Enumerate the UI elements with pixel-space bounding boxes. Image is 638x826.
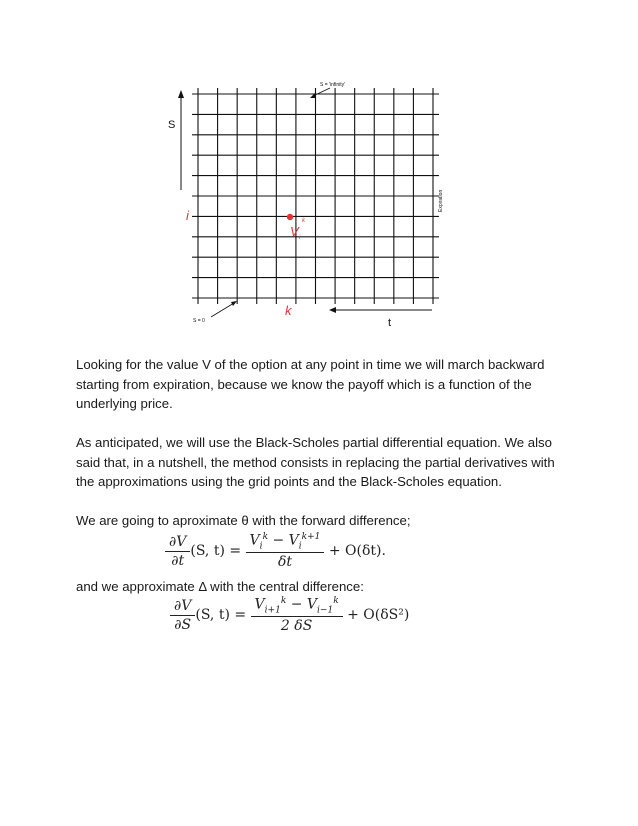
s-zero-label: S = 0 [193,318,205,324]
eq2-equals: = [234,607,247,624]
eq1-rhs-fraction [246,532,325,570]
k-index-label: k [285,303,292,318]
s-zero-pointer [211,303,234,317]
paragraph-central-difference: and we approximate Δ with the central difference: [76,579,364,594]
eq2-tail: + O(δS²) [347,607,410,624]
t-axis-arrowhead [329,307,336,313]
eq2-rhs-numerator: $V_{i+1}^k - V_{i-1}^k$ [251,596,343,617]
s-axis-label: S [168,119,176,131]
paragraph-forward-difference: We are going to aproximate θ with the forward difference; [76,513,411,528]
eq2-lhs-fraction [170,598,195,633]
s-infinity-label: S = 'infinity' [320,82,346,88]
eq2-lhs-denominator: ∂S [174,616,192,633]
t-axis-label: t [388,317,392,329]
eq1-equals: = [229,543,242,560]
eq2-lhs-numerator: ∂V [170,598,195,616]
highlighted-grid-point [287,214,293,220]
point-label-sup: k [302,218,305,224]
s-axis-arrowhead [178,90,184,98]
eq1-args: (S, t) [190,543,225,560]
equation-central-difference [170,596,409,634]
grid-lines [192,88,439,304]
point-label-sub: i [299,235,301,241]
eq2-args: (S, t) [195,607,230,624]
paragraph-black-scholes: As anticipated, we will use the Black-Scholes partial differential equation. We also said that, in a nutshell, the method consists in replacing the partial derivatives with the approximations using the grid points and the Black-Scholes equation. [76,435,555,489]
expiration-label: Expiration [438,189,444,212]
paragraph-march-backward: Looking for the value V of the option at any point in time we will march backward starting from expiration, because we know the payoff which is a function of the underlying price. [76,357,545,411]
eq2-rhs-fraction [251,596,343,634]
finite-difference-grid-figure [160,72,450,332]
eq1-tail: + O(δt). [328,543,386,560]
eq1-lhs-numerator: ∂V [165,534,190,552]
eq1-lhs-denominator: ∂t [171,552,185,569]
eq1-lhs-fraction [165,534,190,569]
i-index-label: i [186,208,189,223]
s-zero-arrowhead [231,301,237,306]
eq1-rhs-numerator: $V_i^k - V_i^{k+1}$ [246,532,325,553]
point-label-v: V [290,224,299,239]
equation-forward-difference [165,532,386,570]
eq1-rhs-denominator: δt [277,554,292,571]
eq2-rhs-denominator: 2 δS [280,618,313,635]
